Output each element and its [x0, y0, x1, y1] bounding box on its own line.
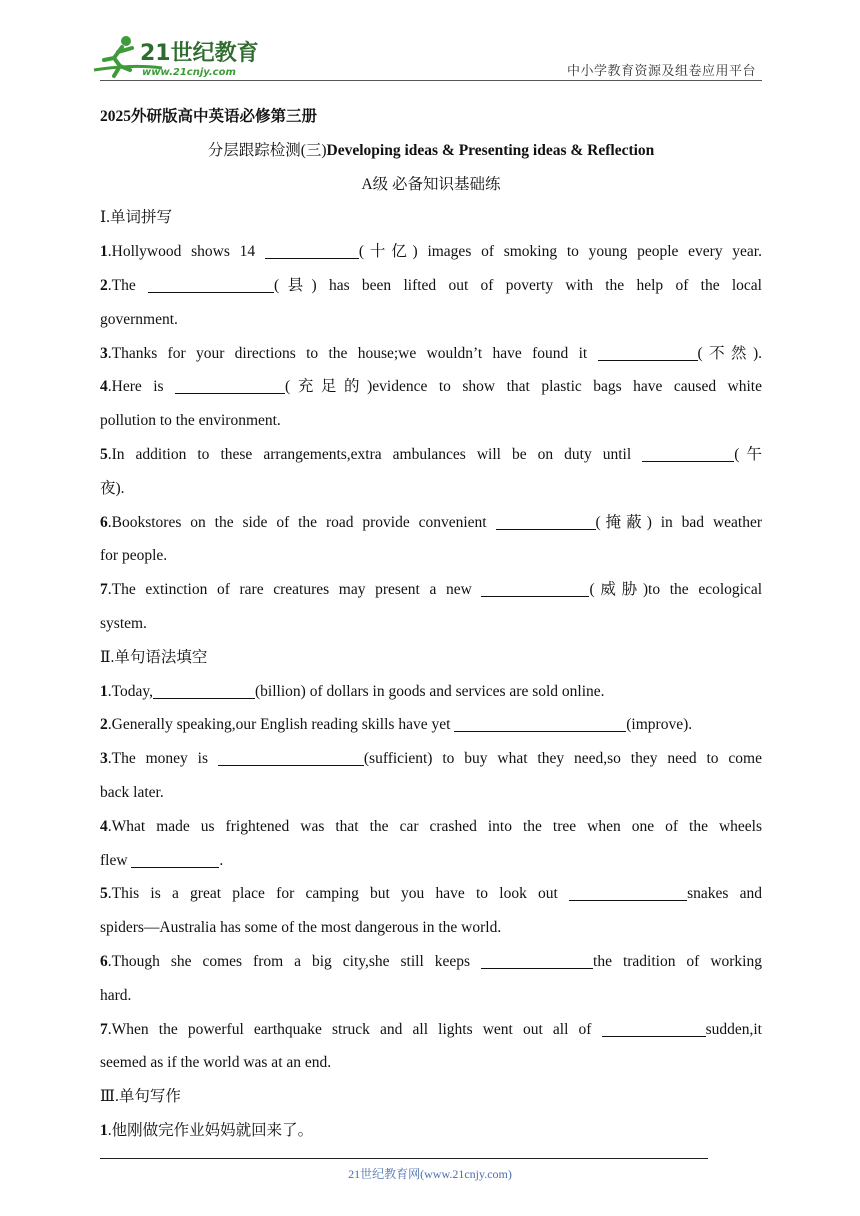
- question-item: 7.The extinction of rare creatures may present a new (威胁)to the ecological: [100, 581, 763, 599]
- question-continuation: 夜).: [100, 479, 125, 497]
- question-item: 2.Generally speaking,our English reading skills have yet (improve).: [100, 716, 693, 734]
- answer-blank[interactable]: [131, 851, 219, 868]
- question-item: 3.The money is (sufficient) to buy what they need,so they need to come: [100, 750, 762, 768]
- page-header: [0, 0, 860, 90]
- answer-blank[interactable]: [602, 1020, 706, 1037]
- question-continuation: pollution to the environment.: [100, 412, 281, 430]
- question-continuation: flew .: [100, 851, 224, 869]
- question-continuation: spiders—Australia has some of the most dangerous in the world.: [100, 919, 502, 937]
- question-continuation: hard.: [100, 986, 132, 1004]
- answer-blank[interactable]: [481, 581, 589, 598]
- question-item: 2.The (县) has been lifted out of poverty with the help of the local: [100, 276, 762, 294]
- answer-blank[interactable]: [148, 276, 274, 293]
- site-logo: [92, 34, 262, 80]
- answer-blank[interactable]: [642, 445, 734, 462]
- answer-blank[interactable]: [454, 716, 626, 733]
- question-item: 6.Bookstores on the side of the road provide convenient (掩蔽) in bad weather: [100, 513, 762, 531]
- answer-blank[interactable]: [569, 885, 687, 902]
- section-heading-writing: Ⅲ.单句写作: [100, 1088, 181, 1106]
- question-item: 5.In addition to these arrangements,extra ambulances will be on duty until (午: [100, 445, 762, 463]
- question-continuation: back later.: [100, 783, 164, 801]
- answer-blank[interactable]: [218, 750, 364, 767]
- document-body: [100, 100, 762, 1148]
- footer-divider: [100, 1158, 708, 1159]
- header-platform-text: 中小学教育资源及组卷应用平台: [566, 64, 756, 79]
- question-item: 3.Thanks for your directions to the house;we wouldn’t have found it (不然).: [100, 344, 762, 362]
- header-divider: [100, 80, 762, 81]
- question-item: 5.This is a great place for camping but you have to look out snakes and: [100, 885, 762, 903]
- question-continuation: government.: [100, 310, 178, 328]
- question-continuation: for people.: [100, 547, 168, 565]
- book-title: 2025外研版高中英语必修第三册: [100, 108, 318, 125]
- answer-blank[interactable]: [175, 378, 285, 395]
- question-continuation: system.: [100, 614, 147, 632]
- answer-blank[interactable]: [598, 344, 698, 361]
- svg-text:www.21cnjy.com: www.21cnjy.com: [142, 67, 236, 78]
- section-heading-grammar: Ⅱ.单句语法填空: [100, 648, 208, 666]
- question-item: 1.Today, (billion) of dollars in goods and services are sold online.: [100, 682, 605, 700]
- question-item: 1.Hollywood shows 14 (十亿) images of smoking to young people every year.: [100, 243, 762, 261]
- answer-blank[interactable]: [153, 682, 255, 699]
- question-item: 1.他刚做完作业妈妈就回来了。: [100, 1121, 314, 1139]
- question-item: 7.When the powerful earthquake struck and all lights went out all of sudden,it: [100, 1020, 762, 1038]
- level-heading: A级 必备知识基础练: [361, 175, 501, 193]
- answer-blank[interactable]: [481, 952, 593, 969]
- svg-text:21世纪教育: 21世纪教育: [140, 41, 259, 66]
- question-item: 4.Here is (充足的)evidence to show that plastic bags have caused white: [100, 378, 762, 396]
- question-continuation: seemed as if the world was at an end.: [100, 1054, 332, 1072]
- answer-blank[interactable]: [265, 243, 359, 260]
- worksheet-subtitle: 分层跟踪检测(三)Developing ideas & Presenting ideas & Reflection: [207, 141, 655, 159]
- answer-blank[interactable]: [496, 513, 596, 530]
- question-item: 6.Though she comes from a big city,she still keeps the tradition of working: [100, 952, 762, 970]
- question-item: 4.What made us frightened was that the car crashed into the tree when one of the wheels: [100, 817, 762, 835]
- section-heading-spelling: Ⅰ.单词拼写: [100, 209, 172, 227]
- page-footer: 21世纪教育网(www.21cnjy.com): [348, 1167, 512, 1181]
